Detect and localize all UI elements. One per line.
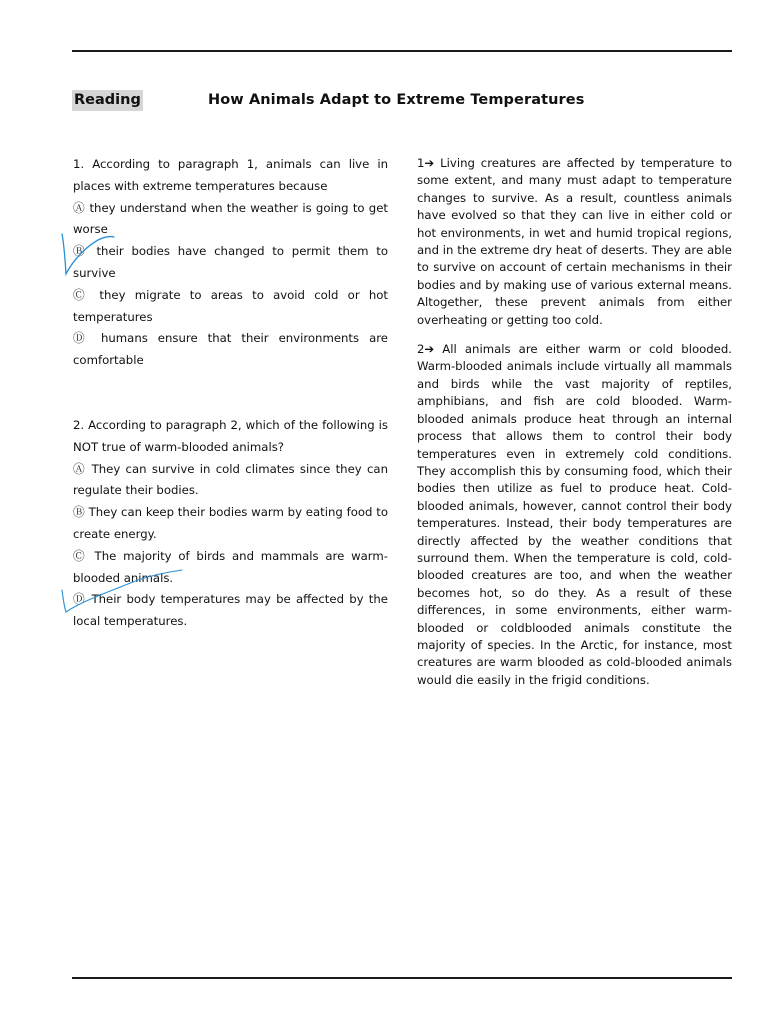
answer-option-d[interactable]: Ⓓ humans ensure that their environments are comfortable xyxy=(73,331,388,368)
page-title: How Animals Adapt to Extreme Temperatures xyxy=(208,92,585,108)
answer-option-b[interactable]: Ⓑ their bodies have changed to permit them to survive xyxy=(73,244,388,280)
question-2 xyxy=(73,415,388,633)
page-header xyxy=(72,90,732,112)
answer-option-c[interactable]: Ⓒ they migrate to areas to avoid cold or hot temperatures xyxy=(73,287,388,324)
question-1 xyxy=(73,154,388,372)
top-rule xyxy=(72,50,732,52)
answer-option-d[interactable]: Ⓓ Their body temperatures may be affected by the local temperatures. xyxy=(73,592,388,629)
passage-paragraph-1: 1➔ Living creatures are affected by temperature to some extent, and many must adapt to temperature changes to survive. As a result, countless animals have evolved so that they can live in either cold or hot environments, in wet and humid tropical regions, and in the extreme dry heat of deserts. They are able to survive on account of certain mechanisms in their bodies and by making use of various external means. Altogether, these prevent animals from either overheating or getting too cold. xyxy=(417,156,732,327)
question-stem: 1. According to paragraph 1, animals can live in places with extreme temperatures because xyxy=(73,157,388,193)
question-stem: 2. According to paragraph 2, which of the following is NOT true of warm-blooded animals? xyxy=(73,417,388,454)
answer-option-a[interactable]: Ⓐ they understand when the weather is going to get worse xyxy=(73,200,388,237)
answer-option-a[interactable]: Ⓐ They can survive in cold climates since they can regulate their bodies. xyxy=(73,461,388,498)
reading-passage xyxy=(417,155,732,701)
passage-paragraph-2: 2➔ All animals are either warm or cold blooded. Warm-blooded animals include virtually all mammals and birds while the vast majority of reptiles, amphibians, and fish are cold blooded. Warm-blooded animals produce heat through an internal process that allows them to control their body temperatures even in extremely cold conditions. They accomplish this by consuming food, which their bodies then utilize as fuel to produce heat. Cold-blooded animals, however, cannot control their body temperatures. Instead, their body temperatures are directly affected by the weather conditions that surround them. When the temperature is cold, cold-blooded creatures are too, and when the weather becomes hot, so do they. As a result of these differences, in some environments, either warm-blooded or coldblooded animals constitute the majority of species. In the Arctic, for instance, most creatures are warm blooded as cold-blooded animals would die easily in the frigid conditions. xyxy=(417,342,732,687)
section-label: Reading xyxy=(72,90,143,111)
answer-option-c[interactable]: Ⓒ The majority of birds and mammals are warm-blooded animals. xyxy=(73,548,388,585)
questions-column xyxy=(73,154,388,676)
bottom-rule xyxy=(72,977,732,979)
answer-option-b[interactable]: Ⓑ They can keep their bodies warm by eating food to create energy. xyxy=(73,505,388,541)
